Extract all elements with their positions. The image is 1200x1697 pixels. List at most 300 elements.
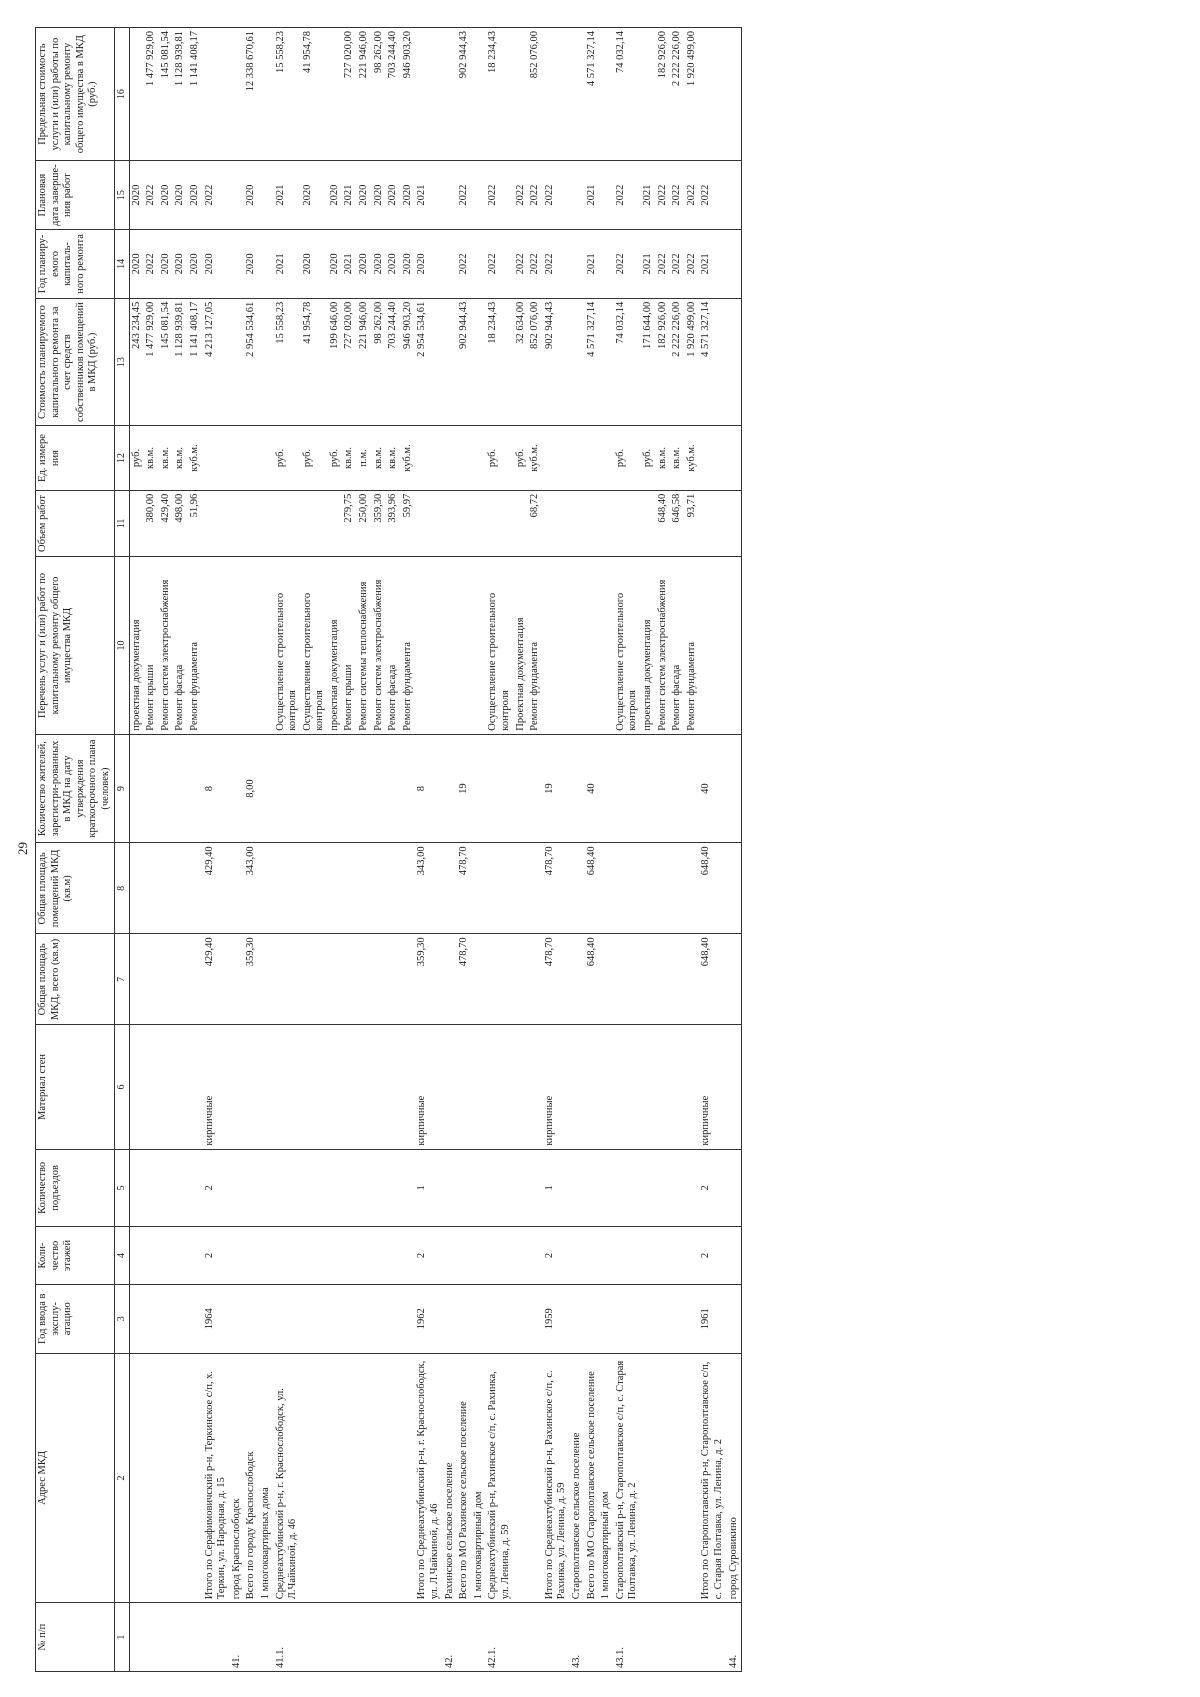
table-cell <box>656 843 671 934</box>
table-cell: руб. <box>486 426 513 490</box>
table-cell <box>543 28 570 161</box>
table-cell <box>585 1227 600 1285</box>
table-cell <box>301 1149 328 1227</box>
table-cell: 2022 <box>685 161 700 230</box>
table-cell <box>670 843 685 934</box>
table-cell <box>599 1227 614 1285</box>
column-header: Адрес МКД <box>36 1353 115 1603</box>
table-cell: 41 954,78 <box>301 28 328 161</box>
table-cell: 2020 <box>401 230 416 299</box>
table-cell <box>129 1353 144 1603</box>
table-cell: 2021 <box>641 161 656 230</box>
table-cell <box>328 490 343 557</box>
table-cell: 2022 <box>144 230 159 299</box>
table-cell: 2020 <box>401 161 416 230</box>
header-row <box>36 28 115 1672</box>
table-cell <box>129 934 144 1025</box>
table-cell: куб.м. <box>685 426 700 490</box>
table-row <box>274 28 301 1672</box>
table-cell: 2022 <box>514 230 529 299</box>
table-cell <box>259 298 274 426</box>
table-cell <box>585 1284 600 1353</box>
table-cell: 2020 <box>188 161 203 230</box>
table-cell <box>472 734 487 843</box>
table-cell <box>670 1025 685 1149</box>
table-cell <box>685 1025 700 1149</box>
column-number: 15 <box>114 161 129 230</box>
table-cell: 478,70 <box>543 934 570 1025</box>
table-cell <box>514 1353 529 1603</box>
table-cell: 4 571 327,14 <box>585 28 600 161</box>
table-cell: кв.м. <box>372 426 387 490</box>
column-header: Стоимость планируемого капитального ремонта за счет средств собственников помещений в МКД (руб.) <box>36 298 115 426</box>
table-cell <box>129 1149 144 1227</box>
table-cell <box>656 1284 671 1353</box>
table-cell <box>457 426 472 490</box>
table-cell <box>443 230 458 299</box>
table-cell: 2 <box>203 1149 230 1227</box>
table-cell: 2 954 534,61 <box>244 298 259 426</box>
table-cell: 2 <box>415 1227 442 1285</box>
table-cell: 182 926,00 <box>656 298 671 426</box>
column-header: Количество жителей, зарегистри-рованных в МКД на дату утверждения краткосрочного плана (человек) <box>36 734 115 843</box>
table-cell <box>342 1227 357 1285</box>
table-cell <box>472 28 487 161</box>
table-cell <box>203 490 230 557</box>
table-cell: 2 222 226,00 <box>670 28 685 161</box>
table-cell: 727 020,00 <box>342 298 357 426</box>
table-cell <box>386 1603 401 1672</box>
table-cell <box>599 28 614 161</box>
table-cell: 2022 <box>457 161 472 230</box>
table-row <box>244 28 259 1672</box>
table-cell <box>357 1284 372 1353</box>
table-cell <box>230 734 245 843</box>
table-cell: 727 020,00 <box>342 28 357 161</box>
table-cell: 1964 <box>203 1284 230 1353</box>
table-cell <box>401 1353 416 1603</box>
table-cell <box>528 1603 543 1672</box>
table-cell <box>670 1284 685 1353</box>
column-number: 2 <box>114 1353 129 1603</box>
table-cell <box>129 1284 144 1353</box>
table-cell <box>670 1603 685 1672</box>
table-cell: 2020 <box>301 161 328 230</box>
table-cell <box>188 1284 203 1353</box>
table-cell <box>670 1227 685 1285</box>
table-cell <box>472 557 487 734</box>
table-cell: 2020 <box>129 161 144 230</box>
table-cell: руб. <box>129 426 144 490</box>
table-cell: 2021 <box>274 161 301 230</box>
table-cell <box>144 1025 159 1149</box>
table-cell <box>443 28 458 161</box>
table-cell <box>599 1284 614 1353</box>
table-cell <box>328 1353 343 1603</box>
table-cell: п.м. <box>357 426 372 490</box>
table-cell: кв.м. <box>656 426 671 490</box>
table-cell <box>259 426 274 490</box>
table-cell <box>472 1227 487 1285</box>
column-header: Объем работ <box>36 490 115 557</box>
table-cell: 221 946,00 <box>357 28 372 161</box>
table-cell: 359,30 <box>244 934 259 1025</box>
table-cell <box>230 426 245 490</box>
table-cell <box>372 734 387 843</box>
table-cell: 98 262,00 <box>372 28 387 161</box>
table-row <box>457 28 472 1672</box>
table-cell <box>443 490 458 557</box>
table-cell <box>372 1149 387 1227</box>
table-cell: 2020 <box>301 230 328 299</box>
table-cell: 2022 <box>656 161 671 230</box>
table-cell: 1 477 929,00 <box>144 298 159 426</box>
table-cell <box>599 734 614 843</box>
table-cell <box>230 298 245 426</box>
table-cell <box>514 1603 529 1672</box>
table-cell: 250,00 <box>357 490 372 557</box>
table-cell <box>342 1025 357 1149</box>
table-cell <box>528 1284 543 1353</box>
table-cell <box>301 934 328 1025</box>
table-cell: Итого по Среднеахтубинский р-н, Рахинское с/п, с. Рахинка, ул. Ленина, д. 59 <box>543 1353 570 1603</box>
table-cell <box>372 1603 387 1672</box>
table-cell <box>472 298 487 426</box>
table-cell <box>614 1284 641 1353</box>
table-cell <box>599 934 614 1025</box>
table-cell <box>472 161 487 230</box>
table-cell <box>259 934 274 1025</box>
table-cell <box>386 1149 401 1227</box>
table-cell: 42. <box>443 1603 458 1672</box>
table-cell <box>328 934 343 1025</box>
table-cell <box>372 1227 387 1285</box>
table-cell: 1 многоквартирный дом <box>599 1353 614 1603</box>
table-cell: проектная документация <box>129 557 144 734</box>
table-cell <box>614 934 641 1025</box>
table-row <box>543 28 570 1672</box>
table-cell <box>203 426 230 490</box>
table-cell <box>301 490 328 557</box>
table-cell <box>357 1227 372 1285</box>
table-cell <box>244 1284 259 1353</box>
table-cell <box>173 734 188 843</box>
table-cell: 74 032,14 <box>614 28 641 161</box>
repair-plan-table <box>35 27 742 1672</box>
table-cell <box>173 843 188 934</box>
table-cell <box>641 734 656 843</box>
table-cell: 41.1. <box>274 1603 301 1672</box>
table-cell: 2020 <box>386 161 401 230</box>
table-cell <box>386 934 401 1025</box>
table-cell: кв.м. <box>342 426 357 490</box>
column-number: 14 <box>114 230 129 299</box>
table-row <box>372 28 387 1672</box>
table-cell: 646,58 <box>670 490 685 557</box>
table-cell <box>244 557 259 734</box>
table-row <box>188 28 203 1672</box>
table-cell <box>259 161 274 230</box>
table-cell <box>641 28 656 161</box>
table-cell <box>188 1353 203 1603</box>
table-cell: 2022 <box>699 161 726 230</box>
table-row <box>401 28 416 1672</box>
table-cell <box>144 1227 159 1285</box>
table-cell: кв.м. <box>144 426 159 490</box>
table-cell <box>173 1284 188 1353</box>
table-cell: 74 032,14 <box>614 298 641 426</box>
table-cell <box>685 1603 700 1672</box>
table-row <box>641 28 656 1672</box>
table-row <box>528 28 543 1672</box>
table-cell <box>614 843 641 934</box>
table-cell: 32 634,00 <box>514 298 529 426</box>
table-cell <box>144 734 159 843</box>
table-cell <box>528 1227 543 1285</box>
table-cell: город Краснослободск <box>230 1353 245 1603</box>
table-cell <box>570 843 585 934</box>
table-cell: куб.м. <box>401 426 416 490</box>
table-cell <box>543 557 570 734</box>
table-cell <box>259 1025 274 1149</box>
table-row <box>472 28 487 1672</box>
table-cell: 1 920 499,00 <box>685 298 700 426</box>
table-cell: Осуществление строительного контроля <box>486 557 513 734</box>
table-cell: 1962 <box>415 1284 442 1353</box>
table-cell <box>727 1284 742 1353</box>
table-cell <box>641 490 656 557</box>
table-cell: 2022 <box>203 161 230 230</box>
table-cell <box>599 557 614 734</box>
table-cell: Ремонт систем электроснабжения <box>656 557 671 734</box>
table-cell: 44. <box>727 1603 742 1672</box>
table-cell <box>670 1149 685 1227</box>
table-cell: 2 <box>543 1227 570 1285</box>
table-cell: 98 262,00 <box>372 298 387 426</box>
table-cell: 2021 <box>641 230 656 299</box>
table-cell <box>188 1227 203 1285</box>
table-cell <box>443 298 458 426</box>
table-cell <box>173 934 188 1025</box>
table-cell <box>486 734 513 843</box>
table-cell <box>486 1025 513 1149</box>
table-cell: 648,40 <box>699 843 726 934</box>
table-cell <box>328 734 343 843</box>
table-cell: 1 128 939,81 <box>173 28 188 161</box>
table-cell <box>301 1603 328 1672</box>
table-cell: Ремонт крыши <box>342 557 357 734</box>
table-cell <box>259 1227 274 1285</box>
table-cell <box>230 934 245 1025</box>
table-cell <box>699 557 726 734</box>
table-cell <box>259 230 274 299</box>
table-cell <box>641 1025 656 1149</box>
table-row <box>670 28 685 1672</box>
column-number: 1 <box>114 1603 129 1672</box>
table-cell <box>457 557 472 734</box>
table-cell: 2020 <box>357 230 372 299</box>
table-cell <box>274 1149 301 1227</box>
table-cell: Проектная документация <box>514 557 529 734</box>
table-cell: 902 944,43 <box>457 28 472 161</box>
table-cell: 2020 <box>159 230 174 299</box>
table-cell: 41 954,78 <box>301 298 328 426</box>
table-cell: Среднеахтубинский р-н, г. Краснослободск, ул. Л.Чайкиной, д. 46 <box>274 1353 301 1603</box>
table-cell <box>727 934 742 1025</box>
table-cell: Ремонт систем электроснабжения <box>372 557 387 734</box>
table-cell <box>570 934 585 1025</box>
table-cell <box>685 734 700 843</box>
table-cell <box>699 490 726 557</box>
table-cell: 703 244,40 <box>386 298 401 426</box>
table-cell <box>129 843 144 934</box>
table-cell <box>457 1025 472 1149</box>
table-cell: 2020 <box>328 161 343 230</box>
table-cell <box>415 28 442 161</box>
table-cell: Среднеахтубинский р-н, Рахинское с/п, с. Рахинка, ул. Ленина, д. 59 <box>486 1353 513 1603</box>
table-cell <box>230 28 245 161</box>
table-row <box>230 28 245 1672</box>
table-cell <box>727 426 742 490</box>
table-cell: 359,30 <box>372 490 387 557</box>
table-cell <box>514 843 529 934</box>
table-cell <box>670 1353 685 1603</box>
table-row <box>599 28 614 1672</box>
table-cell <box>203 1603 230 1672</box>
column-header: № п/п <box>36 1603 115 1672</box>
table-cell <box>230 161 245 230</box>
table-cell <box>274 1025 301 1149</box>
table-cell: 2020 <box>203 230 230 299</box>
table-cell <box>472 490 487 557</box>
table-cell <box>188 934 203 1025</box>
table-cell <box>244 490 259 557</box>
table-cell <box>514 934 529 1025</box>
table-cell <box>585 557 600 734</box>
table-cell <box>641 843 656 934</box>
table-cell <box>230 557 245 734</box>
table-cell: 2022 <box>670 161 685 230</box>
table-cell: 478,70 <box>457 934 472 1025</box>
table-cell <box>585 426 600 490</box>
table-cell: 279,75 <box>342 490 357 557</box>
table-cell <box>614 1025 641 1149</box>
column-header: Предельная стоимость услуги и (или) работы по капитальному ремонту общего имущества в МКД (руб.) <box>36 28 115 161</box>
table-cell: 2020 <box>173 161 188 230</box>
table-cell: город Суровикино <box>727 1353 742 1603</box>
table-cell <box>514 734 529 843</box>
column-number: 3 <box>114 1284 129 1353</box>
table-cell <box>188 1025 203 1149</box>
table-cell <box>585 1149 600 1227</box>
table-cell <box>457 1227 472 1285</box>
table-cell <box>699 426 726 490</box>
table-cell <box>415 1603 442 1672</box>
table-cell: 15 558,23 <box>274 28 301 161</box>
table-cell <box>443 934 458 1025</box>
table-cell <box>129 1603 144 1672</box>
table-cell: руб. <box>274 426 301 490</box>
table-row <box>656 28 671 1672</box>
table-cell: 59,97 <box>401 490 416 557</box>
table-cell: Осуществление строительного контроля <box>614 557 641 734</box>
table-cell: 40 <box>699 734 726 843</box>
table-cell: Итого по Среднеахтубинский р-н, г. Краснослободск, ул. Л.Чайкиной, д. 46 <box>415 1353 442 1603</box>
table-cell <box>585 1603 600 1672</box>
column-number: 7 <box>114 934 129 1025</box>
table-cell: Осуществление строительного контроля <box>301 557 328 734</box>
table-cell <box>386 1025 401 1149</box>
table-cell <box>443 1284 458 1353</box>
table-cell <box>570 1284 585 1353</box>
table-cell <box>415 490 442 557</box>
table-cell: Рахинское сельское поселение <box>443 1353 458 1603</box>
table-cell <box>144 1603 159 1672</box>
table-cell: 12 338 670,61 <box>244 28 259 161</box>
table-cell <box>386 734 401 843</box>
table-cell: 2020 <box>415 230 442 299</box>
table-row <box>159 28 174 1672</box>
table-cell <box>259 490 274 557</box>
table-cell <box>443 1149 458 1227</box>
table-cell <box>472 230 487 299</box>
table-cell <box>543 1603 570 1672</box>
table-row <box>443 28 458 1672</box>
table-cell <box>599 843 614 934</box>
table-cell <box>641 1603 656 1672</box>
table-cell <box>415 557 442 734</box>
table-cell <box>386 1284 401 1353</box>
column-header: Ед. измере ния <box>36 426 115 490</box>
table-cell <box>570 1025 585 1149</box>
table-cell <box>528 1353 543 1603</box>
table-row <box>386 28 401 1672</box>
table-cell <box>486 1149 513 1227</box>
table-row <box>585 28 600 1672</box>
table-cell: руб. <box>328 426 343 490</box>
column-header: Количество подъездов <box>36 1149 115 1227</box>
table-cell: 393,96 <box>386 490 401 557</box>
table-cell <box>274 934 301 1025</box>
table-cell <box>727 490 742 557</box>
table-cell <box>401 934 416 1025</box>
table-row <box>173 28 188 1672</box>
table-body <box>129 28 742 1672</box>
table-cell: 51,96 <box>188 490 203 557</box>
table-cell <box>599 298 614 426</box>
table-cell: 2 <box>699 1149 726 1227</box>
table-cell <box>699 1603 726 1672</box>
table-cell: 2020 <box>372 230 387 299</box>
table-cell <box>173 1227 188 1285</box>
table-cell <box>244 1603 259 1672</box>
table-cell: 2020 <box>159 161 174 230</box>
table-cell <box>372 1025 387 1149</box>
table-cell: 852 076,00 <box>528 28 543 161</box>
table-cell: проектная документация <box>328 557 343 734</box>
table-cell <box>159 1603 174 1672</box>
table-cell: 2021 <box>699 230 726 299</box>
table-cell <box>514 1227 529 1285</box>
table-cell <box>230 1149 245 1227</box>
table-cell <box>401 1603 416 1672</box>
table-cell <box>230 490 245 557</box>
table-cell: 4 571 327,14 <box>699 298 726 426</box>
table-cell <box>472 1149 487 1227</box>
table-cell: 1 <box>415 1149 442 1227</box>
table-cell: 946 903,20 <box>401 28 416 161</box>
table-cell <box>570 426 585 490</box>
